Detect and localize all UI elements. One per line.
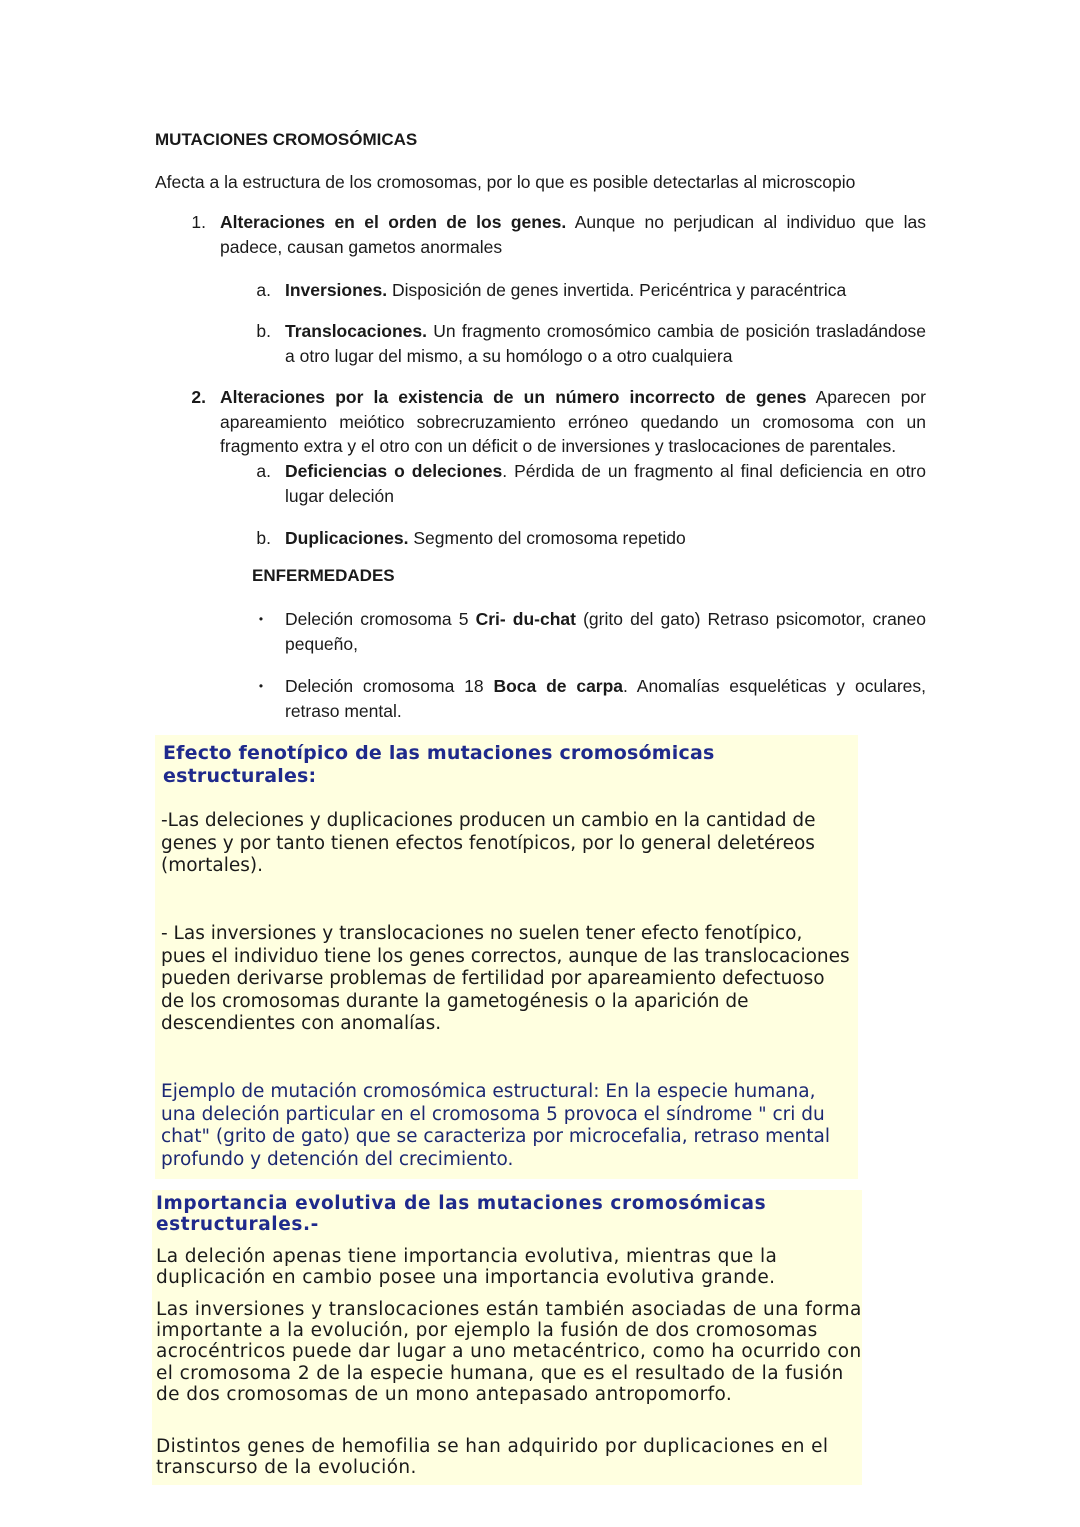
box-paragraph: - Las inversiones y translocaciones no suelen tener efecto fenotípico, pues el individuo tiene los genes correctos, aunque de las translocaciones pueden derivarse problemas de fertilidad por apareamiento defectuoso de los cromosomas durante la gametogénesis o la aparición de descendientes con anomalías. xyxy=(161,923,850,1034)
phenotypic-effect-box xyxy=(155,735,858,1179)
section-text: Aunque no perjudican al individuo que las padece, causan gametos anormales xyxy=(220,212,926,257)
section-text: Aparecen por apareamiento meiótico sobrecruzamiento erróneo quedando un cromosoma con un fragmento extra y el otro con un déficit o de inversiones y traslocaciones de parentales. xyxy=(220,387,926,456)
box-paragraph: Distintos genes de hemofilia se han adquirido por duplicaciones en el transcurso de la evolución. xyxy=(156,1436,829,1478)
box-paragraph: La deleción apenas tiene importancia evolutiva, mientras que la duplicación en cambio posee una importancia evolutiva grande. xyxy=(156,1246,778,1288)
section-heading: Alteraciones por la existencia de un número incorrecto de genes xyxy=(220,387,807,407)
box-title: Importancia evolutiva de las mutaciones cromosómicas estructurales.- xyxy=(156,1193,767,1235)
evolutionary-importance-box xyxy=(152,1190,862,1485)
box-paragraph: -Las deleciones y duplicaciones producen un cambio en la cantidad de genes y por tanto tienen efectos fenotípicos, por lo general deletéreos (mortales). xyxy=(161,810,816,876)
box-title: Efecto fenotípico de las mutaciones cromosómicas estructurales: xyxy=(163,742,715,787)
diseases-heading: ENFERMEDADES xyxy=(252,566,395,585)
section-1 xyxy=(191,210,926,259)
item-text: Segmento del cromosoma repetido xyxy=(408,528,686,548)
section-2 xyxy=(191,385,926,459)
item-text: Un fragmento cromosómico cambia de posición trasladándose a otro lugar del mismo, a su homólogo o a otro cualquiera xyxy=(285,321,926,366)
list-number: 1. xyxy=(191,212,206,232)
list-letter: b. xyxy=(256,321,271,341)
item-heading: Deficiencias o deleciones xyxy=(285,461,503,481)
section-1-item-a xyxy=(256,278,926,303)
section-2-item-a xyxy=(256,459,926,508)
disease-name: Boca de carpa xyxy=(493,676,624,696)
section-1-item-b xyxy=(256,319,926,368)
list-letter: a. xyxy=(256,461,271,481)
intro-paragraph: Afecta a la estructura de los cromosomas, por lo que es posible detectarlas al microscopio xyxy=(155,172,856,192)
box-paragraph: Las inversiones y translocaciones están también asociadas de una forma importante a la evolución, por ejemplo la fusión de dos cromosomas acrocéntricos puede dar lugar a uno metacéntrico, como ha ocurrido con el cromosoma 2 de la especie humana, que es el resultado de la fusión de dos cromosomas de un mono antepasado antropomorfo. xyxy=(156,1299,862,1405)
item-heading: Inversiones. xyxy=(285,280,388,300)
box-example: Ejemplo de mutación cromosómica estructural: En la especie humana, una deleción particular en el cromosoma 5 provoca el síndrome " cri du chat" (grito de gato) que se caracteriza por microcefalia, retraso mental profundo y detención del crecimiento. xyxy=(161,1081,831,1170)
disease-item: • Deleción cromosoma 5 Cri- du-chat (grito del gato) Retraso psicomotor, craneo pequeño, xyxy=(285,607,926,656)
disease-item: • Deleción cromosoma 18 Boca de carpa. Anomalías esqueléticas y oculares, retraso mental. xyxy=(285,674,926,723)
list-number: 2. xyxy=(191,387,206,407)
item-heading: Translocaciones. xyxy=(285,321,428,341)
section-heading: Alteraciones en el orden de los genes. xyxy=(220,212,567,232)
list-letter: a. xyxy=(256,280,271,300)
bullet-icon: • xyxy=(258,612,264,626)
section-2-item-b xyxy=(256,526,926,551)
page-title: MUTACIONES CROMOSÓMICAS xyxy=(155,130,418,149)
bullet-icon: • xyxy=(258,679,264,693)
item-text: . Pérdida de un fragmento al final deficiencia en otro lugar deleción xyxy=(285,461,926,506)
item-text: Disposición de genes invertida. Pericéntrica y paracéntrica xyxy=(387,280,847,300)
item-heading: Duplicaciones. xyxy=(285,528,409,548)
disease-name: Cri- du-chat xyxy=(475,609,576,629)
list-letter: b. xyxy=(256,528,271,548)
